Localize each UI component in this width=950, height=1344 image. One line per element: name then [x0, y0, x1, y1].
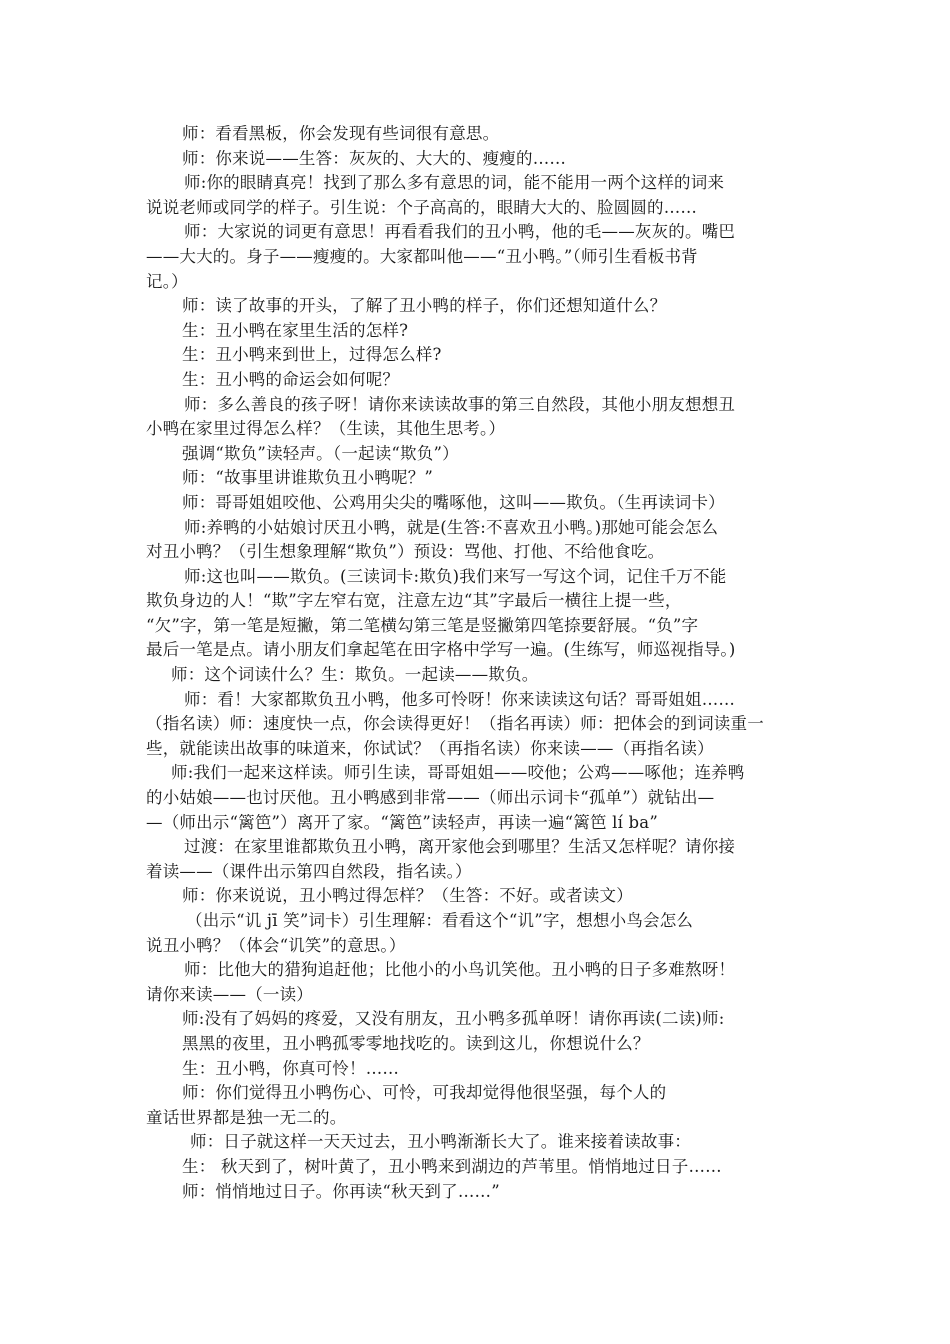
text-line: 师：哥哥姐姐咬他、公鸡用尖尖的嘴啄他，这叫——欺负。（生再读词卡） [182, 492, 725, 512]
text-line: 师：日子就这样一天天过去，丑小鸭渐渐长大了。谁来接着读故事： [190, 1132, 691, 1152]
text-line: 强调“欺负”读轻声。（一起读“欺负”） [182, 443, 459, 463]
text-line: 师：比他大的猎狗追赶他；比他小的小鸟讥笑他。丑小鸭的日子多难熬呀！ [184, 960, 736, 980]
text-line: 师：读了故事的开头，了解了丑小鸭的样子，你们还想知道什么？ [182, 296, 667, 316]
text-line: 师:我们一起来这样读。师引生读，哥哥姐姐——咬他；公鸡——啄他；连养鸭 [171, 763, 745, 783]
text-line: 师：这个词读什么？生：欺负。一起读——欺负。 [171, 665, 539, 685]
text-line: 对丑小鸭？（引生想象理解“欺负”）预设：骂他、打他、不给他食吃。 [146, 542, 665, 562]
text-line: 着读——（课件出示第四自然段，指名读。） [146, 861, 472, 881]
text-line: 师：多么善良的孩子呀！请你来读读故事的第三自然段，其他小朋友想想丑 [184, 394, 736, 414]
text-line: —（师出示“篱笆”）离开了家。“篱笆”读轻声，再读一遍“篱笆 lí ba” [146, 812, 658, 832]
text-line: 生：丑小鸭来到世上，过得怎么样? [182, 345, 442, 365]
text-line: 师：“故事里讲谁欺负丑小鸭呢？” [182, 468, 434, 488]
text-line: “欠”字，第一笔是短撇，第二笔横勾第三笔是竖撇第四笔捺要舒展。“负”字 [146, 615, 699, 635]
text-line: 最后一笔是点。请小朋友们拿起笔在田字格中学写一遍。(生练写，师巡视指导。) [146, 640, 736, 660]
text-line: 些，就能读出故事的味道来，你试试？（再指名读）你来读——（再指名读） [146, 738, 714, 758]
text-line: 小鸭在家里过得怎么样？（生读，其他生思考。） [146, 419, 506, 439]
text-line: 生：丑小鸭的命运会如何呢？ [182, 369, 400, 389]
text-line: 欺负身边的人！“欺”字左窄右宽，注意左边“其”字最后一横往上提一些， [146, 591, 682, 611]
text-line: 过渡：在家里谁都欺负丑小鸭，离开家他会到哪里？生活又怎样呢？请你接 [184, 837, 736, 857]
text-line: 生：丑小鸭在家里生活的怎样? [182, 320, 409, 340]
text-line: 师:你的眼睛真亮！找到了那么多有意思的词，能不能用一两个这样的词来 [184, 173, 725, 193]
text-line: 说说老师或同学的样子。引生说：个子高高的，眼睛大大的、脸圆圆的…… [146, 197, 698, 217]
text-line: 师:这也叫——欺负。(三读词卡:欺负)我们来写一写这个词，记住千万不能 [184, 566, 727, 586]
text-line: （指名读）师：速度快一点，你会读得更好！（指名再读）师：把体会的到词读重一 [146, 714, 764, 734]
text-line: 师：悄悄地过日子。你再读“秋天到了……” [182, 1181, 500, 1201]
text-line: 生： 秋天到了，树叶黄了，丑小鸭来到湖边的芦苇里。悄悄地过日子…… [182, 1156, 722, 1176]
text-line: 师：大家说的词更有意思！再看看我们的丑小鸭，他的毛——灰灰的。嘴巴 [184, 222, 736, 242]
lesson-transcript [146, 122, 812, 1204]
text-line: 生：丑小鸭，你真可怜！…… [182, 1058, 400, 1078]
text-line: 师：你们觉得丑小鸭伤心、可怜，可我却觉得他很坚强，每个人的 [182, 1083, 667, 1103]
text-line: 记。） [146, 271, 188, 291]
text-line: 请你来读——（一读） [146, 984, 313, 1004]
text-line: 黑黑的夜里，丑小鸭孤零零地找吃的。读到这儿，你想说什么？ [182, 1033, 650, 1053]
text-line: （出示“讥 jī 笑”词卡）引生理解：看看这个“讥”字，想想小鸟会怎么 [186, 911, 694, 930]
text-line: 师:养鸭的小姑娘讨厌丑小鸭，就是(生答:不喜欢丑小鸭。)那她可能会怎么 [184, 517, 719, 537]
text-line: ——大大的。身子——瘦瘦的。大家都叫他——“丑小鸭。”（师引生看板书背 [146, 246, 698, 266]
text-line: 的小姑娘——也讨厌他。丑小鸭感到非常——（师出示词卡“孤单”）就钻出— [146, 788, 715, 808]
text-line: 师：你来说说，丑小鸭过得怎样？（生答：不好。或者读文） [182, 886, 633, 906]
text-line: 师:没有了妈妈的疼爱，又没有朋友，丑小鸭多孤单呀！请你再读(二读)师: [182, 1009, 725, 1029]
text-line: 说丑小鸭？（体会“讥笑”的意思。） [146, 935, 406, 955]
text-line: 师：看！大家都欺负丑小鸭，他多可怜呀！你来读读这句话？哥哥姐姐…… [184, 689, 736, 709]
text-line: 童话世界都是独一无二的。 [146, 1107, 347, 1127]
text-line: 师：你来说——生答：灰灰的、大大的、瘦瘦的…… [182, 148, 567, 168]
text-line: 师：看看黑板，你会发现有些词很有意思。 [182, 124, 500, 143]
